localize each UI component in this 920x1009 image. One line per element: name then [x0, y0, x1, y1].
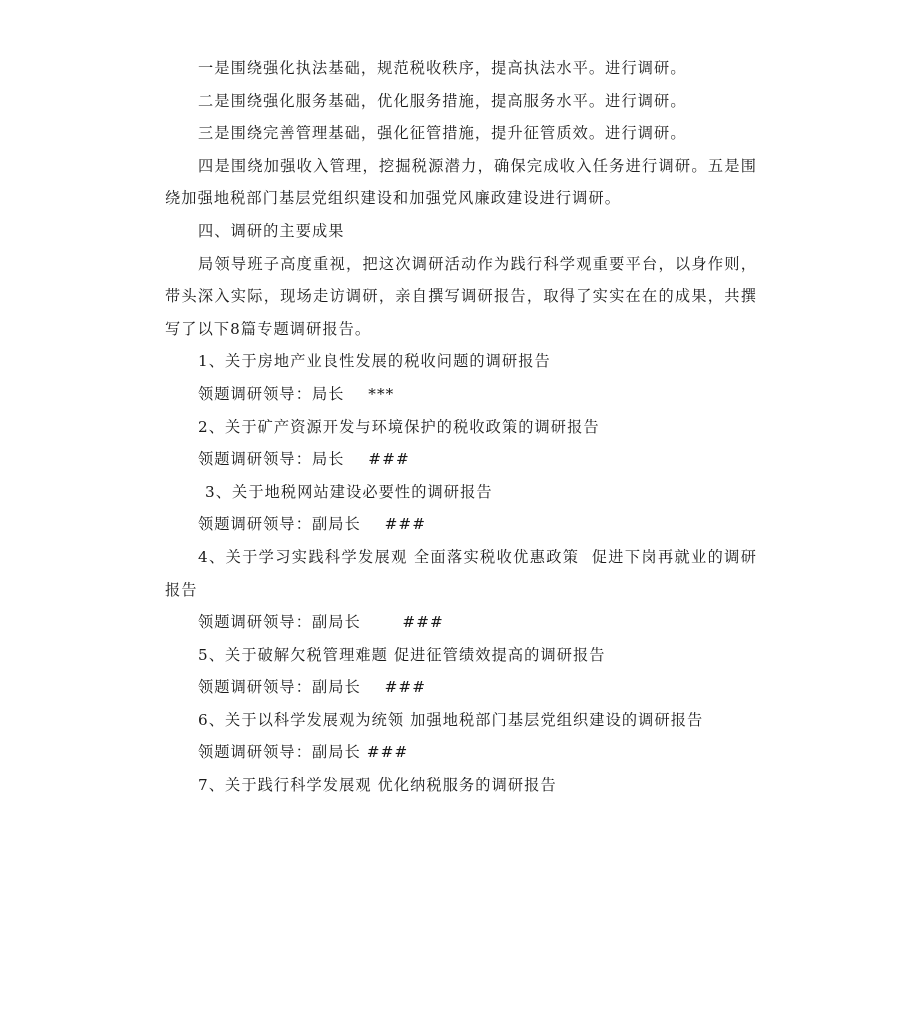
report-title-7: 7、关于践行科学发展观 优化纳税服务的调研报告: [198, 776, 557, 795]
report-leader-2: 领题调研领导：局长 ###: [198, 450, 410, 469]
report-leader-4: 领题调研领导：副局长 ###: [198, 613, 444, 632]
section-heading-results: 四、调研的主要成果: [198, 221, 345, 240]
report-title-4: 4、关于学习实践科学发展观 全面落实税收优惠政策 促进下岗再就业的调研报告: [165, 547, 757, 599]
report-leader-6: 领题调研领导：副局长 ###: [198, 743, 409, 762]
paragraph-point-two: 二是围绕强化服务基础，优化服务措施，提高服务水平。进行调研。: [198, 91, 687, 110]
paragraph-point-three: 三是围绕完善管理基础，强化征管措施，提升征管质效。进行调研。: [198, 124, 687, 143]
report-title-1: 1、关于房地产业良性发展的税收问题的调研报告: [198, 352, 551, 371]
report-leader-1: 领题调研领导：局长 ***: [198, 384, 395, 403]
paragraph-results-intro: 局领导班子高度重视，把这次调研活动作为践行科学观重要平台，以身作则，带头深入实际，现场走访调研，亲自撰写调研报告，取得了实实在在的成果，共撰写了以下8篇专题调研报告。: [165, 254, 757, 338]
paragraph-point-four-five: 四是围绕加强收入管理，挖掘税源潜力，确保完成收入任务进行调研。五是围绕加强地税部门基层党组织建设和加强党风廉政建设进行调研。: [165, 156, 757, 208]
report-title-2: 2、关于矿产资源开发与环境保护的税收政策的调研报告: [198, 417, 600, 436]
report-leader-3: 领题调研领导：副局长 ###: [198, 515, 427, 534]
report-title-6: 6、关于以科学发展观为统领 加强地税部门基层党组织建设的调研报告: [198, 710, 704, 729]
report-title-3: 3、关于地税网站建设必要性的调研报告: [205, 482, 493, 501]
paragraph-point-one: 一是围绕强化执法基础，规范税收秩序，提高执法水平。进行调研。: [198, 59, 687, 77]
document-page: [165, 52, 757, 802]
report-title-5: 5、关于破解欠税管理难题 促进征管绩效提高的调研报告: [198, 645, 606, 664]
report-leader-5: 领题调研领导：副局长 ###: [198, 678, 427, 697]
